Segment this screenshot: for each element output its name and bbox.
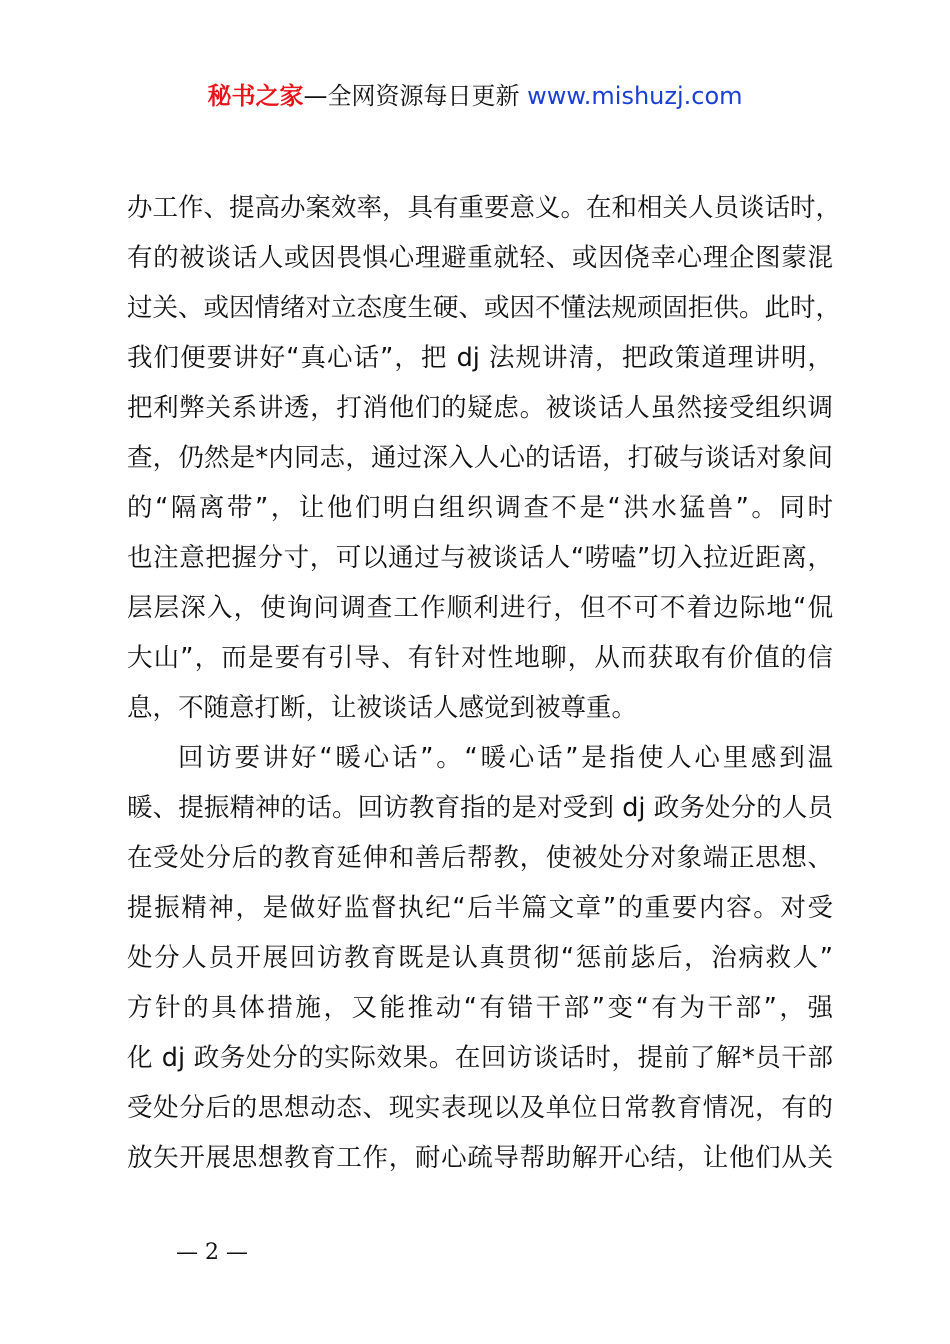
- site-header: [0, 80, 950, 112]
- page-number: — 2 —: [176, 1240, 248, 1265]
- body-line: 化 dj 政务处分的实际效果。在回访谈话时，提前了解*员干部: [127, 1043, 833, 1073]
- body-line: 息，不随意打断，让被谈话人感觉到被尊重。: [127, 693, 638, 723]
- body-line: 回访要讲好“暖心话”。“暖心话”是指使人心里感到温: [178, 743, 833, 773]
- body-line: 我们便要讲好“真心话”，把 dj 法规讲清，把政策道理讲明，: [127, 343, 833, 373]
- site-brand: 秘书之家: [207, 82, 304, 110]
- body-line: 大山”，而是要有引导、有针对性地聊，从而获取有价值的信: [127, 643, 833, 673]
- body-line: 把利弊关系讲透，打消他们的疑虑。被谈话人虽然接受组织调: [127, 393, 833, 423]
- body-line: 提振精神，是做好监督执纪“后半篇文章”的重要内容。对受: [127, 893, 833, 923]
- body-line: 放矢开展思想教育工作，耐心疏导帮助解开心结，让他们从关: [127, 1143, 833, 1173]
- body-line: 在受处分后的教育延伸和善后帮教，使被处分对象端正思想、: [127, 843, 833, 873]
- body-line: 有的被谈话人或因畏惧心理避重就轻、或因侥幸心理企图蒙混: [127, 243, 833, 273]
- body-line: 过关、或因情绪对立态度生硬、或因不懂法规顽固拒供。此时，: [127, 293, 842, 323]
- body-line: 的“隔离带”，让他们明白组织调查不是“洪水猛兽”。同时: [127, 493, 833, 523]
- document-body: [127, 183, 842, 1183]
- body-line: 处分人员开展回访教育既是认真贯彻“惩前毖后，治病救人”: [127, 943, 833, 973]
- body-line: 查，仍然是*内同志，通过深入人心的话语，打破与谈话对象间: [127, 443, 833, 473]
- body-line: 办工作、提高办案效率，具有重要意义。在和相关人员谈话时，: [127, 193, 842, 223]
- body-line: 暖、提振精神的话。回访教育指的是对受到 dj 政务处分的人员: [127, 793, 833, 823]
- body-line: 受处分后的思想动态、现实表现以及单位日常教育情况，有的: [127, 1093, 833, 1123]
- site-tagline: —全网资源每日更新: [303, 82, 528, 110]
- site-url[interactable]: www.mishuzj.com: [527, 82, 743, 110]
- body-line: 方针的具体措施，又能推动“有错干部”变“有为干部”，强: [127, 993, 833, 1023]
- body-line: 也注意把握分寸，可以通过与被谈话人“唠嗑”切入拉近距离，: [127, 543, 833, 573]
- body-line: 层层深入，使询问调查工作顺利进行，但不可不着边际地“侃: [127, 593, 833, 623]
